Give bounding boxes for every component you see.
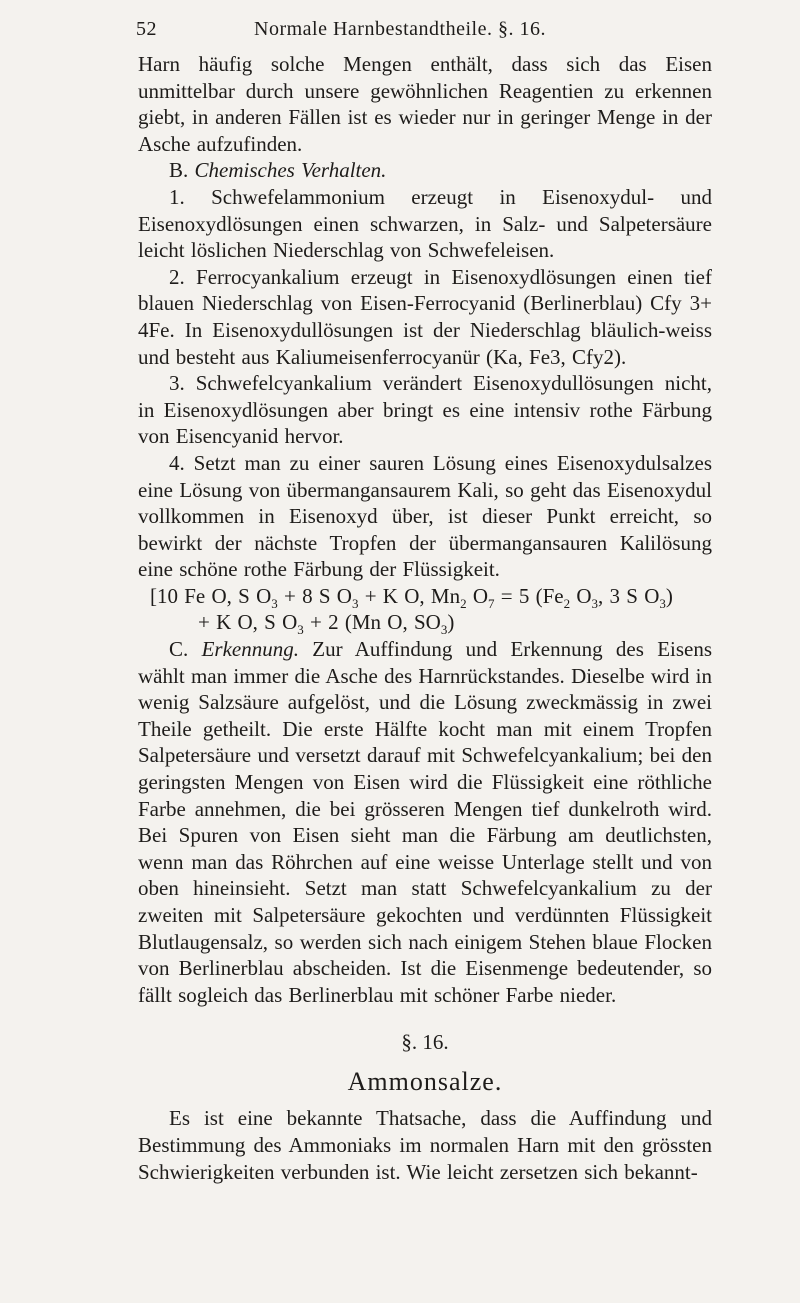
equation-line-1: [10 Fe O, S $O_3 + 8$ S $O_3 + K$ O, $Mn_2$ $O_7 = 5$ ($Fe_2$ $O_3$, 3 S $O_3$) (150, 583, 673, 612)
paragraph-schwefelcyankalium: 3. Schwefelcyankalium verändert Eisenoxydullösungen nicht, in Eisenoxydlösungen aber bringt es eine intensiv rothe Färbung von Eisencyanid hervor. (138, 371, 712, 449)
section-number: §. 16. (401, 1030, 449, 1055)
subsection-b-heading (138, 157, 712, 184)
subsection-c-title: Erkennung. (201, 637, 299, 662)
subsection-b-label: B. (169, 158, 189, 183)
paragraph-schwefelammonium: 1. Schwefelammonium erzeugt in Eisenoxydul- und Eisenoxydlösungen einen schwarzen, in Salz- und Salpetersäure leicht löslichen Niederschlag von Schwefeleisen. (138, 184, 712, 263)
paragraph-erkennung (138, 636, 712, 1008)
page-number: 52 (136, 18, 157, 40)
paragraph-ammonsalze: Es ist eine bekannte Thatsache, dass die Auffindung und Bestimmung des Ammoniaks im normalen Harn mit den grössten Schwierigkeiten verbunden ist. Wie leicht zersetzen sich bekannt- (138, 1106, 712, 1184)
equation-line-2: + K O, S $O_3 + 2$ (Mn O, $SO_3$) (198, 610, 455, 638)
paragraph-ferrocyankalium: 2. Ferrocyankalium erzeugt in Eisenoxydlösungen einen tief blauen Niederschlag von Eisen-Ferrocyanid (Berlinerblau) Cfy 3+ 4Fe. In Eisenoxydullösungen ist der Niederschlag bläulich-weiss und besteht aus Kaliumeisenferrocyanür (Ka, Fe3, Cfy2). (138, 264, 712, 369)
running-title: Normale Harnbestandtheile. §. 16. (254, 18, 546, 40)
paragraph-erkennung-text: Zur Auffindung und Erkennung des Eisens wählt man immer die Asche des Harnrückstandes. Dieselbe wird in wenig Salzsäure aufgelöst, und die Lösung zweckmässig in zwei Theile getheilt. Die erste Hälfte kocht man mit einem Tropfen Salpetersäure und versetzt darauf mit Schwefelcyankalium; bei den geringsten Mengen von Eisen wird die Flüssigkeit eine röthliche Farbe annehmen, die bei grösseren Mengen tief dunkelroth wird. Bei Spuren von Eisen sieht man die Färbung am deutlichsten, wenn man das Röhrchen auf eine weisse Unterlage stellt und von oben hineinsieht. Setzt man statt Schwefelcyankalium zu der zweiten mit Salpetersäure gekochten und verdünnten Flüssigkeit Blutlaugensalz, so werden sich nach einigem Stehen blaue Flocken von Berlinerblau abscheiden. Ist die Eisenmenge bedeutender, so fällt sogleich das Berlinerblau mit schöner Farbe nieder. (138, 637, 713, 1007)
subsection-b-title: Chemisches Verhalten. (194, 158, 387, 183)
paragraph-continuation: Harn häufig solche Mengen enthält, dass sich das Eisen unmittelbar durch unsere gewöhnlichen Reagentien zu erkennen giebt, in anderen Fällen ist es wieder nur in geringer Menge in der Asche aufzufinden. (138, 52, 712, 156)
page-header (0, 14, 800, 44)
subsection-c-label: C. (169, 637, 189, 662)
text-body (138, 51, 712, 1185)
section-title: Ammonsalze. (347, 1067, 503, 1097)
paragraph-uebermangansaures-kali: 4. Setzt man zu einer sauren Lösung eines Eisenoxydulsalzes eine Lösung von übermangansaurem Kali, so geht das Eisenoxydul vollkommen in Eisenoxyd über, ist dieser Punkt erreicht, so bewirkt der nächste Tropfen der übermangansauren Kalilösung eine schöne rothe Färbung der Flüssigkeit. (138, 450, 712, 582)
